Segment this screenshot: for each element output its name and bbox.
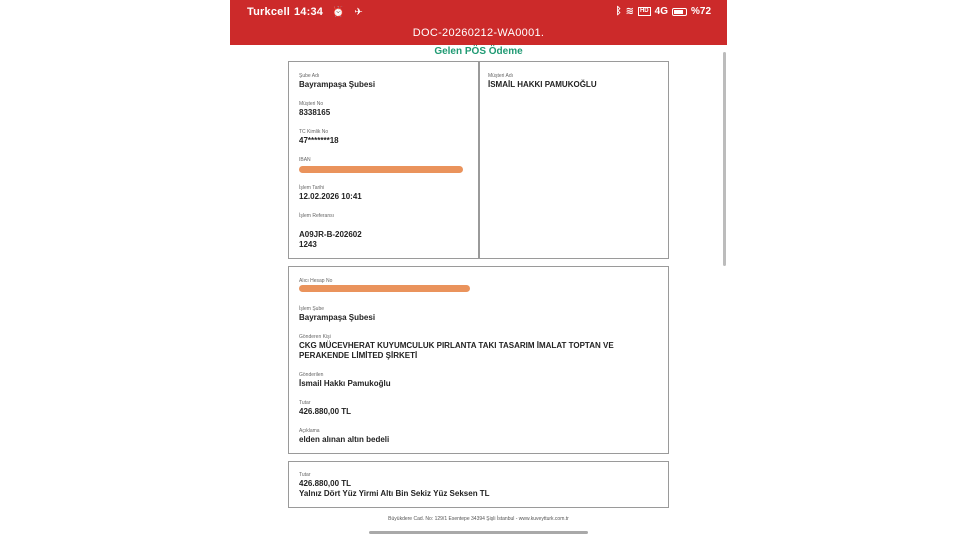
top-bar bbox=[230, 0, 727, 45]
musteri-adi-value: İSMAİL HAKKI PAMUKOĞLU bbox=[488, 80, 597, 89]
referans-value-1: A09JR-B-202602 bbox=[299, 230, 362, 239]
islem-sube-label: İşlem Şube bbox=[299, 306, 325, 312]
phone-screen bbox=[230, 0, 727, 540]
telegram-icon: ✈ bbox=[354, 7, 363, 18]
scrollbar[interactable] bbox=[723, 52, 726, 266]
alarm-icon: ⏰ bbox=[332, 7, 346, 18]
iban-label: IBAN bbox=[299, 157, 311, 163]
gonderen-label: Gönderen Kişi bbox=[299, 334, 331, 340]
tarih-value: 12.02.2026 10:41 bbox=[299, 192, 362, 201]
aciklama-value: elden alınan altın bedeli bbox=[299, 435, 390, 444]
gonderilen-label: Gönderilen bbox=[299, 372, 324, 378]
referans-value-2: 1243 bbox=[299, 240, 317, 249]
sube-value: Bayrampaşa Şubesi bbox=[299, 80, 376, 89]
status-bar bbox=[230, 0, 727, 24]
status-time: 14:34 bbox=[293, 6, 324, 18]
carrier-name: Turkcell bbox=[247, 6, 290, 18]
tutar-label: Tutar bbox=[299, 400, 311, 406]
battery-percent: %72 bbox=[690, 6, 711, 17]
status-right bbox=[616, 6, 711, 17]
total-tutar-value: 426.880,00 TL bbox=[299, 479, 352, 488]
tarih-label: İşlem Tarihi bbox=[299, 185, 325, 191]
home-indicator[interactable] bbox=[369, 531, 588, 534]
footer-address: Büyükdere Cad. No: 129/1 Esentepe 34394 Şişli İstanbul - www.kuveytturk.com.tr bbox=[388, 516, 569, 522]
alici-redaction bbox=[299, 285, 470, 292]
referans-label: İşlem Referansı bbox=[299, 213, 335, 219]
page-heading: Gelen PÖS Ödeme bbox=[434, 46, 523, 57]
musteri-no-label: Müşteri No bbox=[299, 101, 324, 107]
wifi-icon: ≋ bbox=[625, 6, 634, 17]
tc-label: TC Kimlik No bbox=[299, 129, 329, 135]
bluetooth-icon: ᛒ bbox=[615, 6, 622, 17]
gonderen-value-1: CKG MÜCEVHERAT KUYUMCULUK PIRLANTA TAKI TASARIM İMALAT TOPTAN VE bbox=[299, 341, 614, 350]
aciklama-label: Açıklama bbox=[299, 428, 320, 434]
account-info-box bbox=[288, 61, 479, 259]
musteri-adi-label: Müşteri Adı bbox=[488, 73, 514, 79]
musteri-no-value: 8338165 bbox=[299, 108, 331, 117]
gonderen-value-2: PERAKENDE LİMİTED ŞİRKETİ bbox=[299, 351, 418, 360]
total-box bbox=[288, 461, 669, 508]
status-left bbox=[247, 6, 367, 18]
total-tutar-label: Tutar bbox=[299, 472, 311, 478]
islem-sube-value: Bayrampaşa Şubesi bbox=[299, 313, 376, 322]
gonderilen-value: İsmail Hakkı Pamukoğlu bbox=[299, 379, 391, 388]
network-type: 4G bbox=[654, 6, 668, 17]
sube-label: Şube Adı bbox=[299, 73, 320, 79]
tutar-value: 426.880,00 TL bbox=[299, 407, 352, 416]
document-title: DOC-20260212-WA0001. bbox=[412, 27, 545, 39]
transaction-details-box bbox=[288, 266, 669, 454]
battery-icon bbox=[672, 8, 687, 16]
tc-value: 47*******18 bbox=[299, 136, 339, 145]
total-yalniz-value: Yalnız Dört Yüz Yirmi Altı Bin Sekiz Yüz Seksen TL bbox=[299, 489, 490, 498]
iban-redaction bbox=[299, 166, 463, 173]
alici-label: Alıcı Hesap No bbox=[299, 278, 333, 284]
customer-name-box bbox=[479, 61, 669, 259]
volte-icon: HD bbox=[639, 8, 649, 14]
